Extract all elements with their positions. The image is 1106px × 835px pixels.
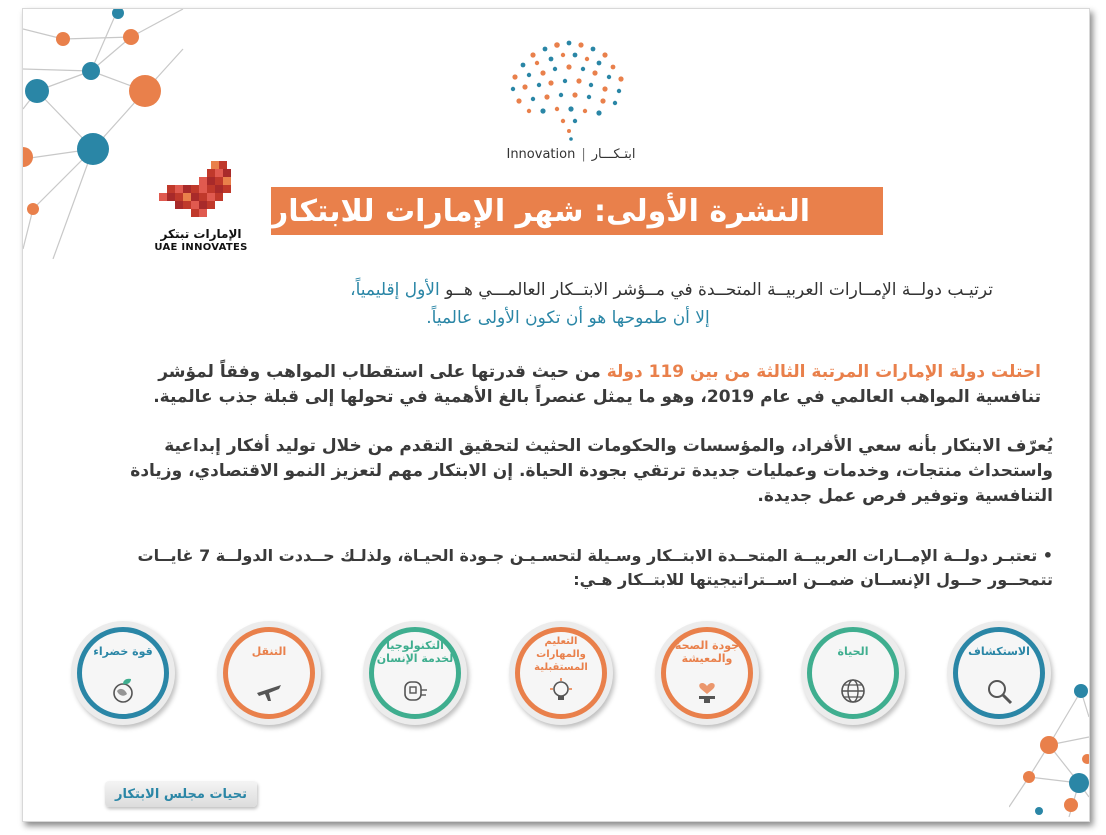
brand-arabic: ابتـكـــار (591, 146, 636, 162)
intro-highlight: الأول إقليمياً (355, 280, 440, 300)
brand-english: Innovation (506, 146, 576, 162)
goal-label: قوة خضراء (93, 645, 153, 658)
uae-innovates-logo (151, 159, 251, 257)
lightbulb-gear-icon (547, 677, 575, 705)
globe-icon (839, 677, 867, 705)
goal-label: جودة الصحة والمعيشة (674, 639, 740, 665)
health-icon (693, 677, 721, 705)
goal-health-and-living (655, 621, 759, 725)
footer-greeting: تحيات مجلس الابتكار (105, 781, 257, 807)
logo-arabic-text: الإمارات تبتكر (160, 227, 242, 241)
innovation-brain-logo-icon (493, 35, 643, 155)
newsletter-page (22, 8, 1090, 822)
newsletter-title: النشرة الأولى: شهر الإمارات للابتكار (271, 193, 811, 229)
uae-map-mosaic-icon (151, 159, 251, 227)
goal-label: التكنولوجيا لخدمة الإنسان (376, 639, 454, 665)
intro-line-1 (103, 277, 993, 303)
intro-line-1-end: ، (350, 280, 356, 300)
innovation-goals-row (69, 621, 1079, 733)
goal-label: التنقل (251, 645, 287, 658)
brand-separator: | (581, 146, 586, 162)
goal-transportation (217, 621, 321, 725)
goal-education-future-skills (509, 621, 613, 725)
goal-exploration (947, 621, 1051, 725)
goal-life (801, 621, 905, 725)
green-earth-icon (109, 677, 137, 705)
goals-intro-paragraph: • تعتبـر دولــة الإمــارات العربيــة المتحــدة الابتــكار وسـيلة لتحسـيـن جـودة الحيـاة، ولذلـك حــددت الدولــة 7 غايــات تتمحــور حــول الإنســان ضمــن اســتراتيجيتها للابتــكار هـي: (137, 546, 1053, 589)
logo-english-text: UAE INNOVATES (154, 242, 248, 253)
talent-ranking-paragraph (109, 360, 1041, 410)
magnifier-icon (985, 677, 1013, 705)
airplane-icon (255, 677, 283, 705)
talent-ranking-text: من حيث قدرتها على استقطاب المواهب وفقاً لمؤشر تنافسية المواهب العالمي في عام 2019، وهو ما يمثل عنصراً بالغ الأهمية في تحولها إلى قبلة جذب عالمية. (153, 362, 1041, 407)
talent-ranking-highlight: احتلت دولة الإمارات المرتبة الثالثة من بين 119 دولة (606, 362, 1041, 382)
intro-line-1-text: ترتيـب دولــة الإمــارات العربيــة المتحــدة في مــؤشر الابتــكار العالمـــي هــو (439, 280, 993, 300)
tech-head-icon (401, 677, 429, 705)
goal-green-power (71, 621, 175, 725)
innovation-brand-line (479, 142, 663, 166)
innovation-definition-paragraph: يُعرّف الابتكار بأنه سعي الأفراد، والمؤسسات والحكومات الحثيث لتحقيق التقدم من خلال توليد أفكار إبداعية واستحداث منتجات، وخدمات وعمليات جديدة ترتقي بجودة الحياة. إن الابتكار مهم لتعزيز النمو الاقتصادي، وزيادة التنافسية وتوفير فرص عمل جديدة. (130, 436, 1053, 506)
goal-label: التعليم والمهارات المستقبلية (534, 636, 588, 673)
goal-technology-for-humans (363, 621, 467, 725)
goal-label: الاستكشاف (968, 645, 1030, 658)
intro-line-2: إلا أن طموحها هو أن تكون الأولى عالمياً. (426, 308, 710, 328)
goal-label: الحياة (837, 645, 869, 658)
newsletter-title-banner (271, 187, 883, 235)
